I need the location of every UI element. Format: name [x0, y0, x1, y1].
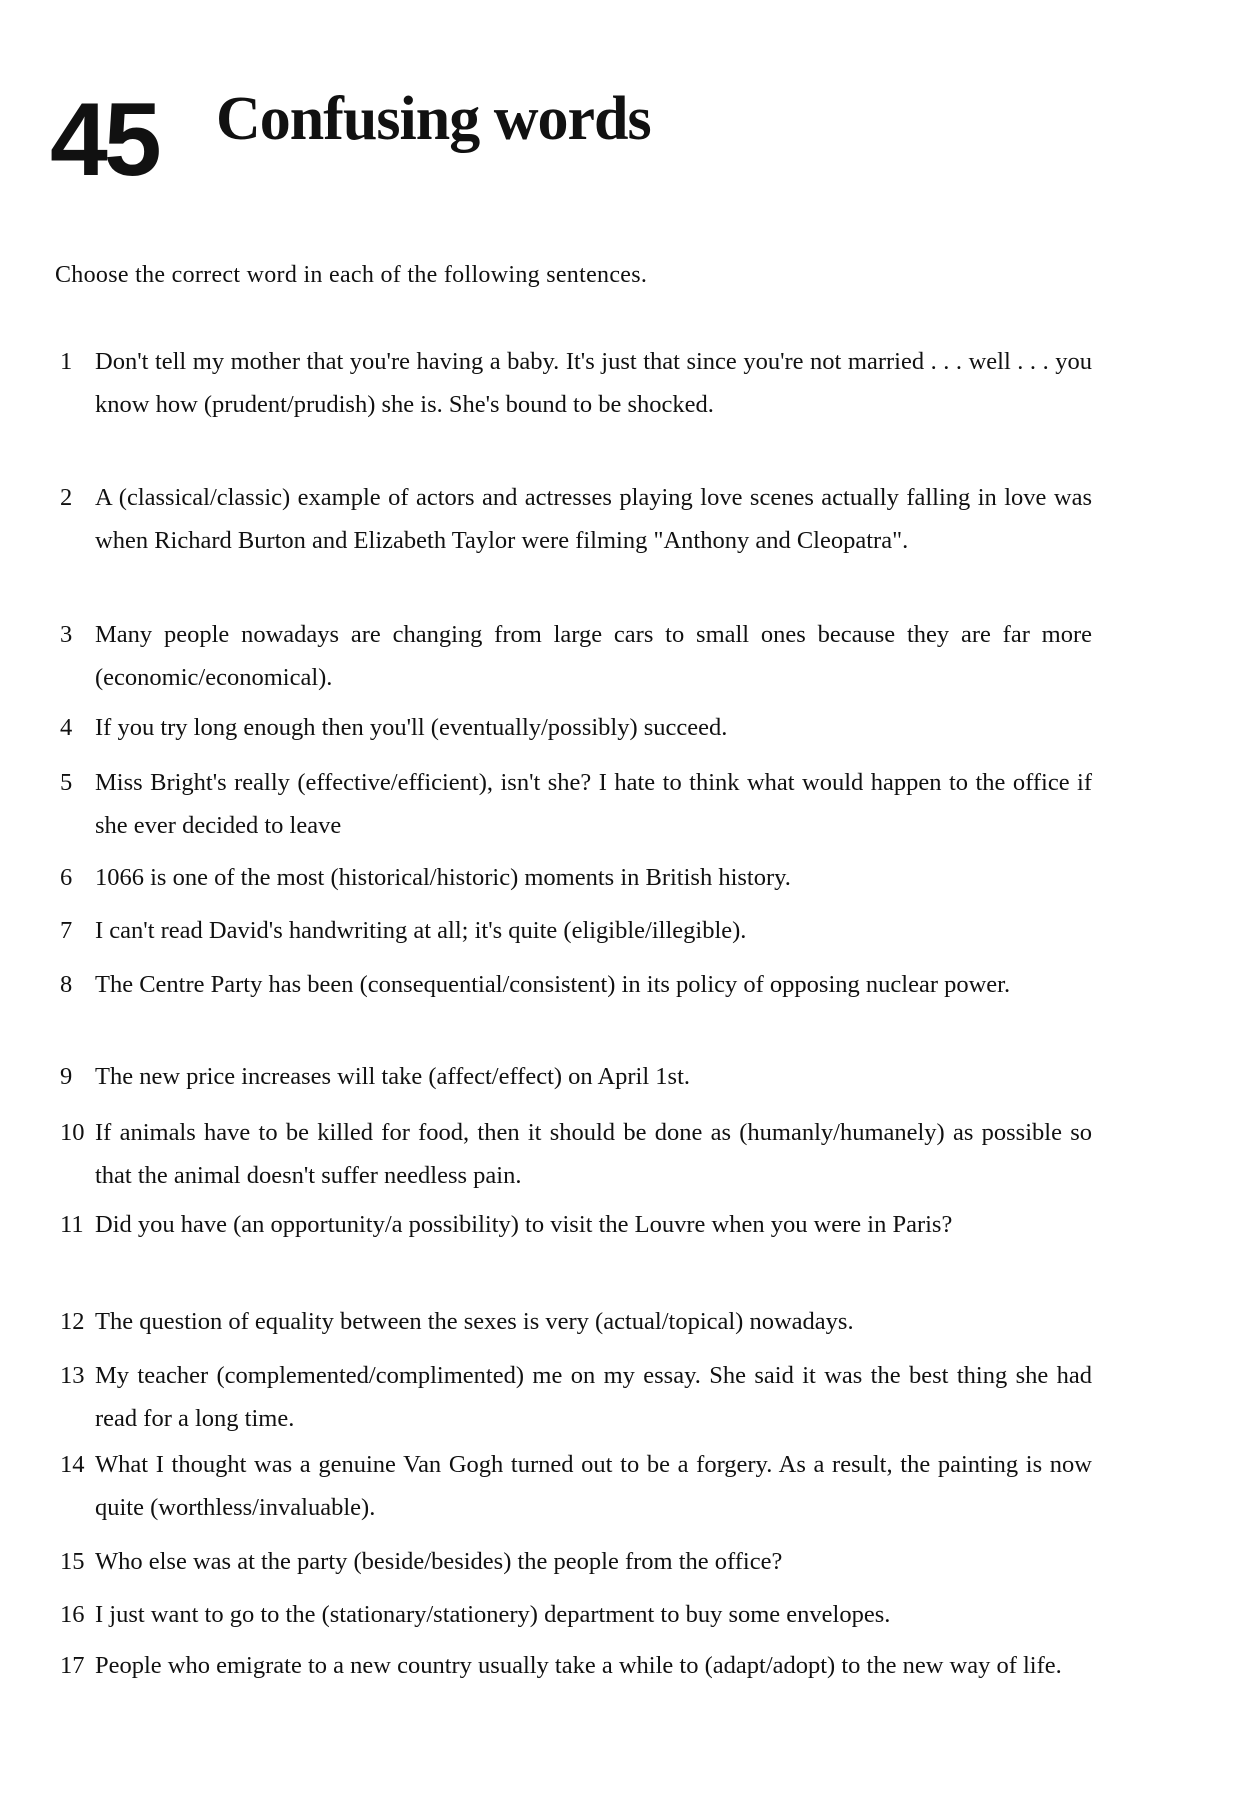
item-number: 4	[60, 714, 73, 741]
item-number: 13	[60, 1362, 85, 1389]
item-sentence: 1066 is one of the most (historical/historic) moments in British history.	[95, 864, 791, 891]
item-number: 10	[60, 1119, 85, 1146]
item-sentence: Did you have (an opportunity/a possibility) to visit the Louvre when you were in Paris?	[95, 1211, 953, 1238]
item-number: 11	[60, 1211, 84, 1238]
item-sentence: People who emigrate to a new country usually take a while to (adapt/adopt) to the new way of life.	[95, 1652, 1062, 1679]
item-sentence: What I thought was a genuine Van Gogh turned out to be a forgery. As a result, the painting is now quite (worthless/invaluable).	[95, 1451, 1092, 1521]
item-number: 12	[60, 1308, 85, 1335]
item-number: 17	[60, 1652, 85, 1679]
unit-number: 45	[50, 82, 158, 198]
exercise-item	[60, 1644, 1092, 1687]
item-sentence: Who else was at the party (beside/besides) the people from the office?	[95, 1548, 783, 1575]
item-number: 6	[60, 864, 73, 891]
item-number: 15	[60, 1548, 85, 1575]
exercise-item	[60, 1203, 1092, 1246]
item-number: 14	[60, 1451, 85, 1478]
item-sentence: If animals have to be killed for food, then it should be done as (humanly/humanely) as possible so that the animal doesn't suffer needless pain.	[95, 1119, 1092, 1189]
item-sentence: The question of equality between the sexes is very (actual/topical) nowadays.	[95, 1308, 854, 1335]
item-number: 7	[60, 917, 73, 944]
item-sentence: I just want to go to the (stationary/stationery) department to buy some envelopes.	[95, 1601, 891, 1628]
item-number: 16	[60, 1601, 85, 1628]
item-number: 5	[60, 769, 73, 796]
exercise-item	[60, 909, 1092, 952]
exercise-item	[60, 761, 1092, 847]
item-number: 9	[60, 1063, 73, 1090]
exercise-item	[60, 706, 1092, 749]
item-number: 3	[60, 621, 73, 648]
item-number: 1	[60, 348, 73, 375]
item-number: 8	[60, 971, 73, 998]
exercise-item	[60, 1354, 1092, 1440]
exercise-item	[60, 1540, 1092, 1583]
item-sentence: Miss Bright's really (effective/efficient), isn't she? I hate to think what would happen to the office if she ever decided to leave	[95, 769, 1092, 839]
page-title: Confusing words	[216, 85, 651, 153]
item-number: 2	[60, 484, 73, 511]
exercise-item	[60, 1111, 1092, 1197]
item-sentence: I can't read David's handwriting at all; it's quite (eligible/illegible).	[95, 917, 747, 944]
exercise-item	[60, 856, 1092, 899]
exercise-item	[60, 1300, 1092, 1343]
exercise-item	[60, 340, 1092, 426]
instructions: Choose the correct word in each of the following sentences.	[55, 262, 648, 288]
item-sentence: A (classical/classic) example of actors and actresses playing love scenes actually falling in love was when Richard Burton and Elizabeth Taylor were filming "Anthony and Cleopatra".	[95, 484, 1092, 554]
exercise-item	[60, 1593, 1092, 1636]
item-sentence: Many people nowadays are changing from large cars to small ones because they are far more (economic/economical).	[95, 621, 1092, 691]
item-sentence: The new price increases will take (affect/effect) on April 1st.	[95, 1063, 691, 1090]
exercise-item	[60, 613, 1092, 699]
item-sentence: Don't tell my mother that you're having a baby. It's just that since you're not married . . . well . . . you know how (prudent/prudish) she is. She's bound to be shocked.	[95, 348, 1092, 418]
exercise-item	[60, 963, 1092, 1006]
exercise-item	[60, 1443, 1092, 1529]
item-sentence: The Centre Party has been (consequential/consistent) in its policy of opposing nuclear power.	[95, 971, 1011, 998]
item-sentence: My teacher (complemented/complimented) me on my essay. She said it was the best thing she had read for a long time.	[95, 1362, 1092, 1432]
exercise-item	[60, 476, 1092, 562]
item-sentence: If you try long enough then you'll (eventually/possibly) succeed.	[95, 714, 728, 741]
exercise-item	[60, 1055, 1092, 1098]
